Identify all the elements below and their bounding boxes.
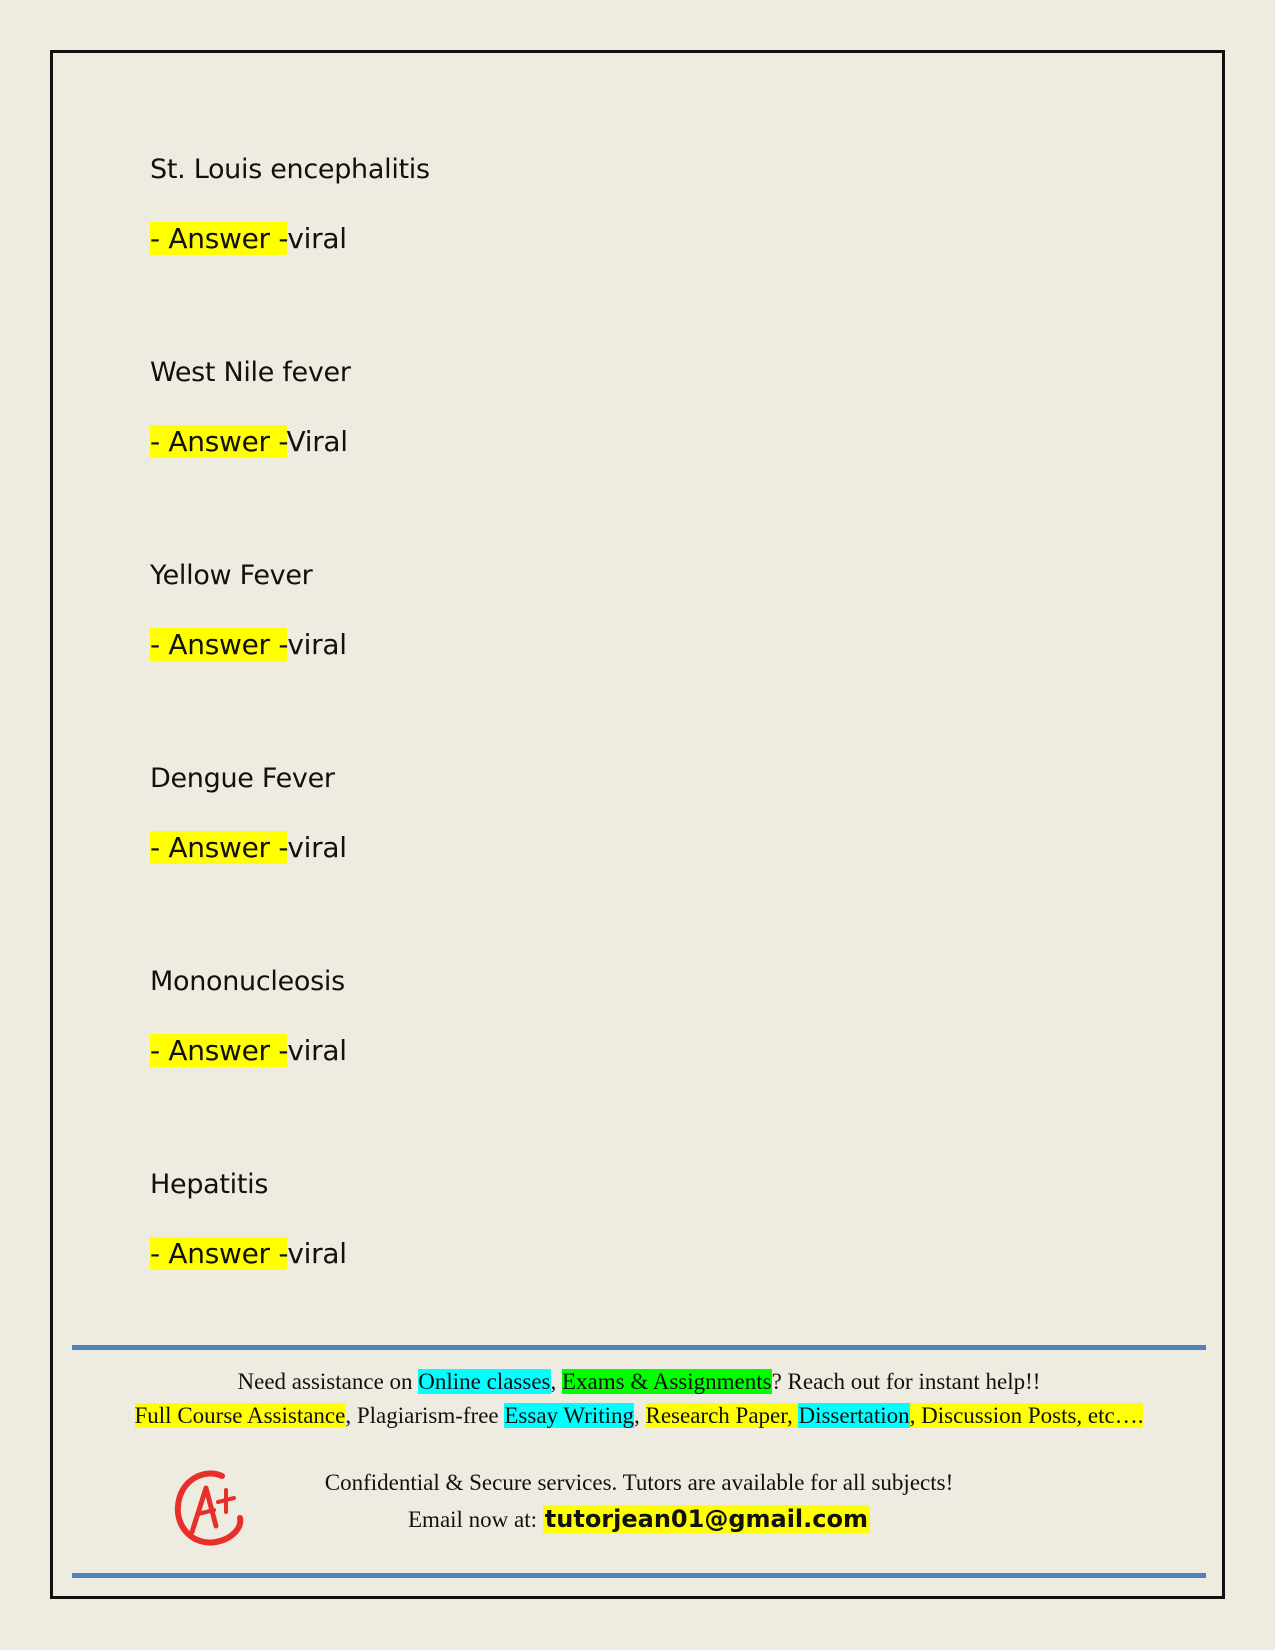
answer-prefix: - Answer - (150, 628, 288, 661)
answer-value: viral (287, 628, 347, 661)
answer-value: Viral (286, 425, 348, 458)
answer (150, 829, 347, 867)
answer-prefix: - Answer - (150, 1237, 288, 1270)
footer-line-1 (72, 1367, 1206, 1397)
answer (150, 1032, 347, 1070)
qa-item (150, 1167, 347, 1273)
question: Dengue Fever (150, 763, 335, 794)
highlight-exams-assignments: Exams & Assignments (562, 1369, 772, 1394)
question: Yellow Fever (150, 560, 313, 591)
highlight-research-paper: Research Paper, (645, 1403, 799, 1428)
email-label: Email now at: (408, 1507, 543, 1532)
footer-text: , (634, 1403, 646, 1428)
highlight-essay-writing: Essay Writing (504, 1403, 634, 1428)
answer (150, 1235, 347, 1273)
question: Mononucleosis (150, 966, 345, 997)
footer-text: ? Reach out for instant help!! (771, 1369, 1041, 1394)
footer-text: , Plagiarism-free (345, 1403, 505, 1428)
answer-prefix: - Answer - (150, 222, 288, 255)
highlight-full-course: Full Course Assistance (134, 1403, 346, 1428)
qa-item (150, 761, 347, 867)
question: St. Louis encephalitis (150, 154, 430, 185)
answer-value: viral (287, 222, 347, 255)
qa-item (150, 355, 351, 461)
answer (150, 423, 351, 461)
answer-prefix: - Answer - (150, 1034, 288, 1067)
footer-top-rule (72, 1345, 1206, 1350)
footer-text: , (550, 1369, 562, 1394)
highlight-online-classes: Online classes (418, 1369, 551, 1394)
question: Hepatitis (150, 1169, 269, 1200)
footer-bottom-rule (72, 1573, 1206, 1578)
footer-line-2 (72, 1401, 1206, 1431)
footer-line-4 (72, 1504, 1206, 1535)
answer-prefix: - Answer - (150, 831, 288, 864)
email-link[interactable]: tutorjean01@gmail.com (544, 1505, 868, 1533)
qa-item (150, 152, 430, 258)
question: West Nile fever (150, 357, 351, 388)
answer-value: viral (287, 1237, 347, 1270)
footer-text: Need assistance on (237, 1369, 419, 1394)
answer (150, 220, 430, 258)
answer-prefix: - Answer - (150, 425, 287, 458)
answer-value: viral (287, 1034, 347, 1067)
answer-value: viral (287, 831, 347, 864)
answer (150, 626, 347, 664)
qa-item (150, 964, 347, 1070)
qa-item (150, 558, 347, 664)
highlight-dissertation: Dissertation (798, 1403, 910, 1428)
highlight-discussion-posts: , Discussion Posts, etc…. (909, 1403, 1144, 1428)
footer-line-3: Confidential & Secure services. Tutors are available for all subjects! (324, 1470, 954, 1495)
